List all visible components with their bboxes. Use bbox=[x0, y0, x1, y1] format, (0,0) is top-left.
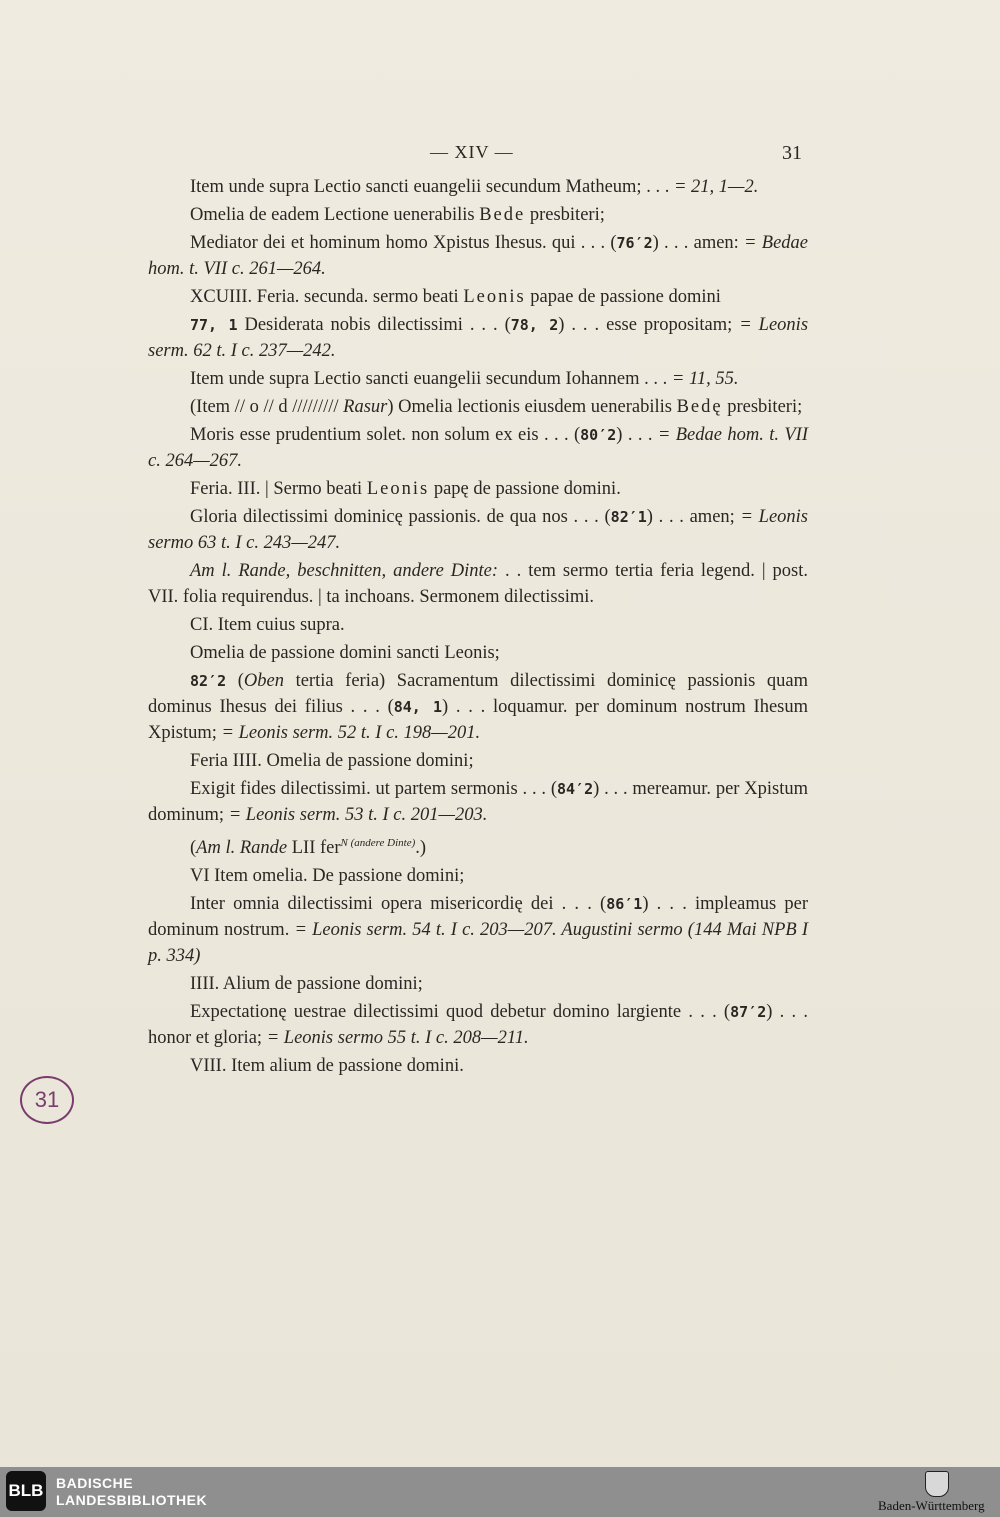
text-segment: papę de passione domini. bbox=[429, 479, 621, 499]
editorial-note: = Leonis sermo 55 t. I c. 208—211. bbox=[266, 1028, 529, 1049]
text-segment: ) . . . amen: bbox=[652, 233, 745, 253]
section-marker: — XIV — bbox=[430, 142, 514, 162]
paragraph-p2 bbox=[148, 202, 808, 228]
folio-stamp-label: 31 bbox=[34, 1087, 60, 1112]
text-segment: Gloria dilectissimi dominicę passionis. de qua nos . . . ( bbox=[190, 507, 611, 527]
text-segment: Mediator dei et hominum homo Χpistus Ihesus. qui . . . ( bbox=[190, 233, 617, 253]
text-segment: Expectationę uestrae dilectissimi quod debetur domino largiente . . . ( bbox=[190, 1002, 731, 1023]
text-segment: (Item // o // d ///////// bbox=[190, 397, 344, 417]
text-segment: Omelia de eadem Lectione uenerabilis bbox=[190, 205, 480, 225]
editorial-note: = 21, 1—2. bbox=[673, 177, 759, 197]
folio-reference: 84, 1 bbox=[393, 698, 443, 716]
coat-of-arms-icon bbox=[925, 1471, 949, 1497]
library-name-line2: LANDESBIBLIOTHEK bbox=[56, 1492, 208, 1508]
paragraph-p19 bbox=[148, 891, 808, 969]
folio-reference: 82′1 bbox=[610, 508, 647, 526]
text-segment: Item unde supra Lectio sancti euangelii secundum Matheum; . . . bbox=[190, 177, 674, 197]
text-segment: ) . . . impleamus per dominum nostrum. bbox=[148, 894, 808, 941]
paragraph-p13 bbox=[148, 640, 808, 666]
text-segment: IIII. Alium de passione domini; bbox=[190, 974, 423, 995]
text-segment: Leonis bbox=[463, 287, 526, 307]
paragraph-p16 bbox=[148, 776, 808, 828]
library-name-line1: BADISCHE bbox=[56, 1475, 134, 1491]
paragraph-p4 bbox=[148, 284, 808, 310]
folio-reference: 78, 2 bbox=[510, 316, 559, 334]
text-segment: VI Item omelia. De passione domini; bbox=[190, 866, 465, 887]
editorial-note: = Leonis sermo 63 t. I c. 243—247. bbox=[148, 507, 808, 553]
text-segment: ) . . . mereamur. per Χpistum dominum; bbox=[148, 779, 808, 825]
text-segment: Feria IIII. Omelia de passione domini; bbox=[190, 751, 474, 771]
text-segment: Feria. III. | Sermo beati bbox=[190, 479, 367, 499]
folio-reference: 84′2 bbox=[557, 780, 594, 798]
text-segment: CI. Item cuius supra. bbox=[190, 615, 345, 635]
text-segment: ) . . . loquamur. per dominum nostrum Ihesum Χpistum; bbox=[148, 697, 809, 743]
paragraph-p9 bbox=[148, 476, 808, 502]
paragraph-p10 bbox=[148, 504, 808, 556]
text-segment: XCUIII. Feria. secunda. sermo beati bbox=[190, 287, 464, 307]
editorial-note: Rasur bbox=[343, 397, 388, 417]
page-number: 31 bbox=[782, 142, 802, 164]
library-name[interactable] bbox=[56, 1475, 207, 1509]
editorial-note: = Bedae hom. t. VII c. 261—264. bbox=[148, 233, 808, 279]
text-segment: ( bbox=[190, 838, 197, 859]
text-segment: .) bbox=[415, 838, 427, 859]
paragraph-p3 bbox=[148, 230, 808, 282]
paragraph-p7 bbox=[148, 394, 808, 420]
editorial-note: = Bedae hom. t. VII c. 264—267. bbox=[148, 425, 808, 471]
paragraph-p5 bbox=[148, 312, 808, 364]
editorial-note: = Leonis serm. 53 t. I c. 201—203. bbox=[228, 805, 488, 825]
text-segment: Bedę bbox=[676, 397, 723, 417]
text-segment: ) . . . esse propositam; bbox=[558, 315, 740, 335]
paragraph-p22 bbox=[148, 1053, 808, 1079]
text-segment: presbiteri; bbox=[525, 205, 605, 225]
folio-reference: 77, 1 bbox=[190, 316, 238, 334]
blb-logo[interactable] bbox=[6, 1471, 46, 1511]
text-segment: ) . . . amen; bbox=[646, 507, 741, 527]
text-segment: Bede bbox=[479, 205, 526, 225]
blb-logo-mark: BLB bbox=[8, 1481, 44, 1500]
text-segment: Desiderata nobis dilectissimi . . . ( bbox=[237, 315, 511, 335]
text-segment: ( bbox=[226, 671, 244, 691]
text-segment: presbiteri; bbox=[722, 397, 803, 417]
folio-reference: 86′1 bbox=[606, 895, 643, 914]
folio-reference: 80′2 bbox=[580, 426, 617, 444]
text-segment: Leonis bbox=[366, 479, 430, 499]
state-label: Baden-Württemberg bbox=[878, 1498, 985, 1513]
paragraph-p18 bbox=[148, 863, 808, 889]
editorial-note: Oben bbox=[243, 671, 284, 691]
running-header bbox=[0, 142, 1000, 166]
editorial-note: = Leonis serm. 62 t. I c. 237—242. bbox=[148, 315, 809, 361]
editorial-note: = 11, 55. bbox=[671, 369, 739, 389]
paragraph-p14 bbox=[148, 668, 808, 746]
editorial-note: Am l. Rande bbox=[196, 838, 288, 859]
folio-reference: 76′2 bbox=[616, 234, 653, 252]
paragraph-p1 bbox=[148, 174, 808, 200]
text-segment: ) . . . honor et gloria; bbox=[148, 1002, 808, 1049]
text-segment: Exigit fides dilectissimi. ut partem sermonis . . . ( bbox=[190, 779, 558, 799]
text-segment: Moris esse prudentium solet. non solum ex eis . . . ( bbox=[190, 425, 581, 445]
folio-reference: 87′2 bbox=[730, 1003, 767, 1022]
text-body bbox=[148, 172, 808, 1079]
text-segment: N (andere Dinte) bbox=[340, 837, 416, 849]
paragraph-p8 bbox=[148, 422, 808, 474]
paragraph-p20 bbox=[148, 971, 808, 997]
paragraph-p6 bbox=[148, 366, 808, 392]
paragraph-p15 bbox=[148, 748, 808, 774]
text-segment: Inter omnia dilectissimi opera misericordię dei . . . ( bbox=[190, 894, 607, 915]
text-segment: VIII. Item alium de passione domini. bbox=[190, 1056, 464, 1077]
text-segment: . . tem sermo tertia feria legend. | post. VII. folia requirendus. | ta inchoans. Sermonem dilectissimi. bbox=[148, 561, 808, 607]
paragraph-p12 bbox=[148, 612, 808, 638]
paragraph-p11 bbox=[148, 558, 808, 610]
text-segment: Item unde supra Lectio sancti euangelii secundum Iohannem . . . bbox=[190, 369, 672, 389]
text-segment: LII fer bbox=[287, 838, 341, 859]
editorial-note: = Leonis serm. 54 t. I c. 203—207. Augustini sermo (144 Mai NPB I p. 334) bbox=[148, 920, 809, 967]
paragraph-p17 bbox=[148, 830, 808, 861]
editorial-note: = Leonis serm. 52 t. I c. 198—201. bbox=[221, 723, 481, 743]
folio-stamp bbox=[20, 1076, 74, 1124]
folio-reference: 82′2 bbox=[190, 672, 227, 690]
text-segment: Omelia de passione domini sancti Leonis; bbox=[190, 643, 500, 663]
text-segment: papae de passione domini bbox=[525, 287, 721, 307]
footer-bar bbox=[0, 1467, 1000, 1517]
editorial-note: Am l. Rande, beschnitten, andere Dinte: bbox=[190, 561, 499, 581]
text-segment: ) Omelia lectionis eiusdem uenerabilis bbox=[387, 397, 677, 417]
text-segment: ) . . . bbox=[616, 425, 658, 445]
text-segment: tertia feria) Sacramentum dilectissimi dominicę passionis quam dominus Ihesus dei filius . . . ( bbox=[148, 671, 808, 717]
paragraph-p21 bbox=[148, 999, 808, 1051]
